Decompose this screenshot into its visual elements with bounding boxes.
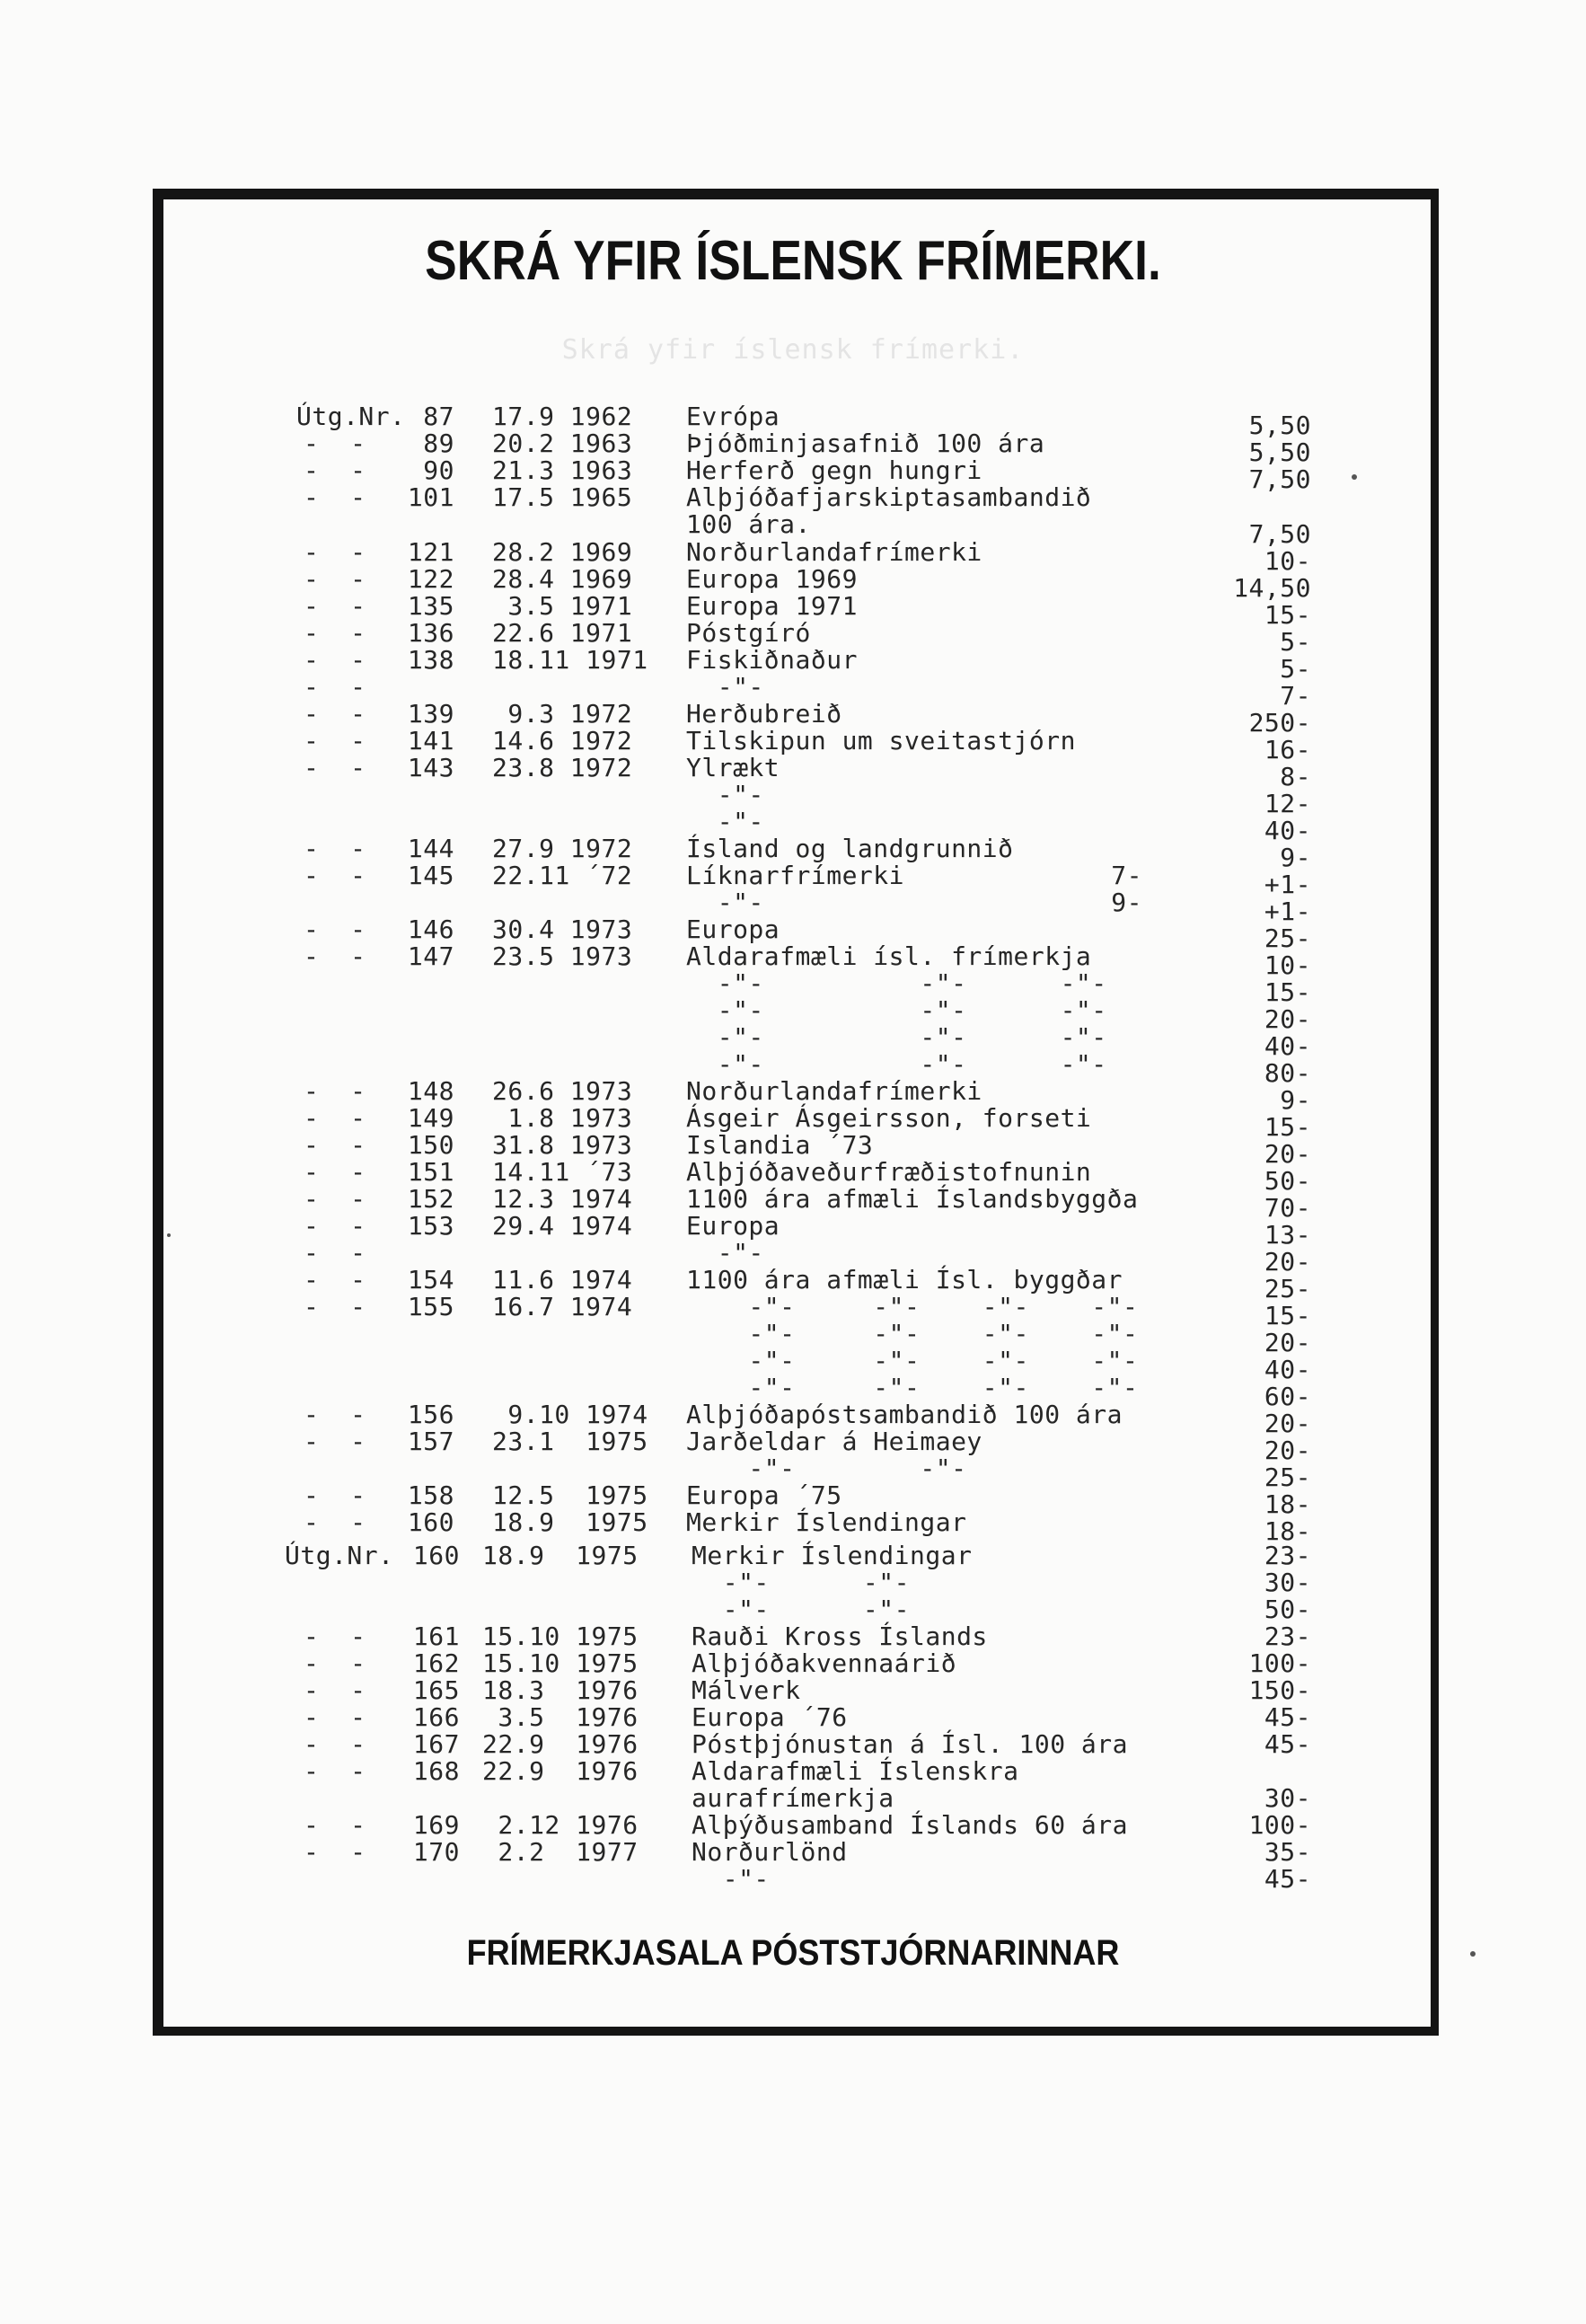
stamp-name: -"- -"- -"- -"- [686,1319,1139,1348]
stamp-name: -"- -"- -"- -"- [686,1292,1139,1321]
issue-date: 9.3 1972 [492,699,633,729]
price: 9- [1280,843,1311,872]
price: 20- [1264,1004,1311,1034]
issue-number: 165 [412,1675,460,1705]
issue-number: 139 [407,699,454,729]
footer-text: FRÍMERKJASALA PÓSTSTJÓRNARINNAR [466,1933,1120,1973]
stamp-name: Norðurlandafrímerki [686,1076,982,1106]
issue-prefix: - - [304,1184,366,1214]
issue-prefix: - - [304,1729,366,1759]
issue-date: 30.4 1973 [492,915,633,944]
issue-date: 18.9 1975 [482,1541,639,1570]
issue-prefix: - - [304,672,366,702]
paper-speck [1470,1951,1476,1957]
stamp-name: Europa 1971 [686,591,858,621]
paper-speck [1352,474,1357,480]
issue-prefix: - - [304,1702,366,1732]
price: 80- [1264,1058,1311,1088]
issue-prefix: - - [304,726,366,756]
issue-number: 168 [412,1756,460,1786]
issue-number: 87 [423,402,454,431]
stamp-name: Ylrækt [686,753,780,782]
stamp-name: Ísland og landgrunnið [686,834,1014,863]
issue-date: 14.11 ´73 [492,1157,633,1187]
issue-number: 152 [407,1184,454,1214]
stamp-name: -"- -"- -"- -"- [686,1346,1139,1375]
price: 15- [1264,600,1311,630]
issue-prefix: - - [304,699,366,729]
price: 20- [1264,1139,1311,1169]
stamp-name: Alþjóðapóstsambandið 100 ára [686,1400,1123,1429]
issue-date: 11.6 1974 [492,1265,633,1295]
issue-date: 22.6 1971 [492,618,633,648]
issue-prefix: - - [304,1400,366,1429]
issue-prefix: - - [304,618,366,648]
price: 40- [1264,816,1311,845]
stamp-name: Alþjóðakvennaárið [692,1648,957,1678]
issue-prefix: - - [304,1130,366,1160]
stamp-name: Alþjóðafjarskiptasambandið [686,482,1092,512]
issue-number: 160 [407,1507,454,1537]
price: 14,50 [1233,573,1311,603]
issue-date: 28.2 1969 [492,537,633,567]
price: 25- [1264,1274,1311,1303]
issue-number: 141 [407,726,454,756]
price: 45- [1264,1864,1311,1894]
issue-prefix: - - [304,429,366,458]
issue-prefix: - - [304,1157,366,1187]
issue-date: 1.8 1973 [492,1103,633,1133]
price: 50- [1264,1595,1311,1624]
issue-date: 27.9 1972 [492,834,633,863]
stamp-name: Ásgeir Ásgeirsson, forseti [686,1103,1092,1133]
issue-prefix: - - [304,1292,366,1321]
issue-date: 18.3 1976 [482,1675,639,1705]
issue-date: 23.1 1975 [492,1427,648,1456]
issue-number: 160 [412,1541,460,1570]
stamp-name: Norðurlönd [692,1837,848,1867]
price: 9- [1280,1085,1311,1115]
stamp-name: Aldarafmæli Íslenskra [692,1756,1019,1786]
issue-number: 170 [412,1837,460,1867]
issue-prefix: - - [304,1427,366,1456]
issue-date: 2.2 1977 [482,1837,639,1867]
issue-prefix: Útg.Nr. [296,402,406,431]
stamp-name: -"- -"- -"- [686,1022,1107,1052]
issue-number: 151 [407,1157,454,1187]
price: 20- [1264,1328,1311,1357]
value-note: 7- [1111,861,1142,890]
issue-prefix: Útg.Nr. [285,1541,394,1570]
price: 5,50 [1248,411,1311,440]
stamp-name: Alþýðusamband Íslands 60 ára [692,1810,1129,1840]
price: 250- [1248,708,1311,738]
issue-number: 156 [407,1400,454,1429]
issue-prefix: - - [304,1837,366,1867]
issue-date: 22.11 ´72 [492,861,633,890]
issue-prefix: - - [304,1675,366,1705]
issue-prefix: - - [304,1265,366,1295]
issue-prefix: - - [304,834,366,863]
paper-speck [167,1233,171,1237]
stamp-name: Málverk [692,1675,801,1705]
price: 20- [1264,1409,1311,1438]
issue-number: 169 [412,1810,460,1840]
stamp-name: Europa ´75 [686,1480,842,1510]
price: 45- [1264,1702,1311,1732]
price: 10- [1264,546,1311,576]
issue-number: 158 [407,1480,454,1510]
value-note: 9- [1111,888,1142,917]
issue-number: 101 [407,482,454,512]
price: 100- [1248,1648,1311,1678]
issue-number: 148 [407,1076,454,1106]
price: 23- [1264,1541,1311,1570]
stamp-name: -"- [692,1864,770,1894]
price: 13- [1264,1220,1311,1250]
issue-number: 153 [407,1211,454,1241]
issue-date: 16.7 1974 [492,1292,633,1321]
price: 25- [1264,923,1311,953]
price: 7- [1280,681,1311,711]
issue-number: 147 [407,941,454,971]
price: 15- [1264,977,1311,1007]
price: 18- [1264,1489,1311,1519]
stamp-name: Herferð gegn hungri [686,455,982,485]
price: 10- [1264,950,1311,980]
price: 5- [1280,654,1311,684]
stamp-name: Jarðeldar á Heimaey [686,1427,982,1456]
price: 16- [1264,735,1311,764]
stamp-name: -"- -"- -"- -"- [686,1373,1139,1402]
issue-number: 161 [412,1621,460,1651]
stamp-name: Europa [686,1211,780,1241]
stamp-name: Póstþjónustan á Ísl. 100 ára [692,1729,1129,1759]
issue-prefix: - - [304,482,366,512]
stamp-name: Rauði Kross Íslands [692,1621,988,1651]
price: 30- [1264,1568,1311,1597]
issue-prefix: - - [304,1507,366,1537]
issue-number: 135 [407,591,454,621]
issue-date: 15.10 1975 [482,1648,639,1678]
stamp-name: 1100 ára afmæli Ísl. byggðar [686,1265,1123,1295]
stamp-name: Líknarfrímerki [686,861,905,890]
price: 7,50 [1248,519,1311,549]
stamp-name: Tilskipun um sveitastjórn [686,726,1076,756]
issue-number: 136 [407,618,454,648]
issue-date: 31.8 1973 [492,1130,633,1160]
price: 5- [1280,627,1311,657]
issue-date: 9.10 1974 [492,1400,648,1429]
stamp-name: Póstgíró [686,618,811,648]
issue-date: 22.9 1976 [482,1729,639,1759]
issue-prefix: - - [304,1756,366,1786]
issue-prefix: - - [304,1076,366,1106]
issue-number: 89 [423,429,454,458]
stamp-name: -"- -"- -"- [686,1049,1107,1079]
issue-date: 22.9 1976 [482,1756,639,1786]
price: 7,50 [1248,464,1311,494]
issue-date: 12.5 1975 [492,1480,648,1510]
price: 8- [1280,762,1311,791]
stamp-name: Norðurlandafrímerki [686,537,982,567]
stamp-name: -"- -"- -"- [686,968,1107,998]
issue-date: 17.5 1965 [492,482,633,512]
faint-typed-subtitle: Skrá yfir íslensk frímerki. [561,334,1025,366]
issue-date: 18.9 1975 [492,1507,648,1537]
price: +1- [1264,870,1311,899]
issue-number: 122 [407,564,454,594]
stamp-name: Alþjóðaveðurfræðistofnunin [686,1157,1092,1187]
stamp-name: 1100 ára afmæli Íslandsbyggða [686,1184,1139,1214]
issue-number: 155 [407,1292,454,1321]
stamp-name: Islandia ´73 [686,1130,874,1160]
stamp-name: Europa ´76 [692,1702,848,1732]
price: 20- [1264,1247,1311,1277]
stamp-name: Europa [686,915,780,944]
issue-date: 15.10 1975 [482,1621,639,1651]
stamp-name: Evrópa [686,402,780,431]
issue-prefix: - - [304,645,366,675]
issue-prefix: - - [304,861,366,890]
stamp-name: -"- -"- [692,1568,911,1597]
issue-number: 121 [407,537,454,567]
issue-date: 26.6 1973 [492,1076,633,1106]
stamp-name: Merkir Íslendingar [692,1541,973,1570]
price: 100- [1248,1810,1311,1840]
stamp-name: -"- -"- -"- [686,995,1107,1025]
issue-prefix: - - [304,1103,366,1133]
price: 18- [1264,1516,1311,1546]
stamp-name: Aldarafmæli ísl. frímerkja [686,941,1092,971]
stamp-name: Europa 1969 [686,564,858,594]
stamp-name: -"- [686,888,764,917]
stamp-name: -"- [686,807,764,836]
issue-prefix: - - [304,915,366,944]
issue-prefix: - - [304,753,366,782]
issue-number: 154 [407,1265,454,1295]
issue-number: 143 [407,753,454,782]
issue-date: 28.4 1969 [492,564,633,594]
stamp-name: -"- [686,672,764,702]
stamp-name: -"- -"- [686,1454,967,1483]
price: 40- [1264,1031,1311,1061]
issue-prefix: - - [304,1621,366,1651]
issue-date: 2.12 1976 [482,1810,639,1840]
issue-number: 167 [412,1729,460,1759]
stamp-name: -"- [686,1238,764,1268]
issue-date: 14.6 1972 [492,726,633,756]
issue-prefix: - - [304,1211,366,1241]
stamp-name: 100 ára. [686,509,811,539]
stamp-name: -"- [686,780,764,809]
price: 70- [1264,1193,1311,1223]
issue-prefix: - - [304,591,366,621]
price: 15- [1264,1301,1311,1330]
price: 40- [1264,1355,1311,1384]
price: 50- [1264,1166,1311,1196]
issue-prefix: - - [304,941,366,971]
issue-number: 138 [407,645,454,675]
price: 15- [1264,1112,1311,1142]
price: 12- [1264,789,1311,818]
issue-number: 157 [407,1427,454,1456]
issue-number: 149 [407,1103,454,1133]
issue-prefix: - - [304,455,366,485]
issue-date: 3.5 1976 [482,1702,639,1732]
issue-number: 166 [412,1702,460,1732]
issue-date: 12.3 1974 [492,1184,633,1214]
issue-date: 3.5 1971 [492,591,633,621]
issue-number: 150 [407,1130,454,1160]
issue-prefix: - - [304,1480,366,1510]
issue-prefix: - - [304,1810,366,1840]
price: 150- [1248,1675,1311,1705]
issue-prefix: - - [304,564,366,594]
issue-date: 29.4 1974 [492,1211,633,1241]
issue-date: 23.5 1973 [492,941,633,971]
stamp-name: Merkir Íslendingar [686,1507,967,1537]
price: 30- [1264,1783,1311,1813]
page-title: SKRÁ YFIR ÍSLENSK FRÍMERKI. [425,230,1161,292]
stamp-name: aurafrímerkja [692,1783,894,1813]
price: 60- [1264,1382,1311,1411]
price: 20- [1264,1436,1311,1465]
issue-number: 162 [412,1648,460,1678]
issue-prefix: - - [304,537,366,567]
price: 45- [1264,1729,1311,1759]
issue-number: 146 [407,915,454,944]
issue-number: 144 [407,834,454,863]
issue-number: 90 [423,455,454,485]
issue-prefix: - - [304,1238,366,1268]
price: 5,50 [1248,437,1311,467]
issue-prefix: - - [304,1648,366,1678]
issue-date: 18.11 1971 [492,645,648,675]
issue-date: 20.2 1963 [492,429,633,458]
stamp-name: Herðubreið [686,699,842,729]
stamp-name: Fiskiðnaður [686,645,858,675]
issue-number: 145 [407,861,454,890]
stamp-name: -"- -"- [692,1595,911,1624]
price: 25- [1264,1462,1311,1492]
price: 23- [1264,1621,1311,1651]
price: 35- [1264,1837,1311,1867]
issue-date: 21.3 1963 [492,455,633,485]
issue-date: 17.9 1962 [492,402,633,431]
issue-date: 23.8 1972 [492,753,633,782]
price: +1- [1264,897,1311,926]
stamp-name: Þjóðminjasafnið 100 ára [686,429,1045,458]
